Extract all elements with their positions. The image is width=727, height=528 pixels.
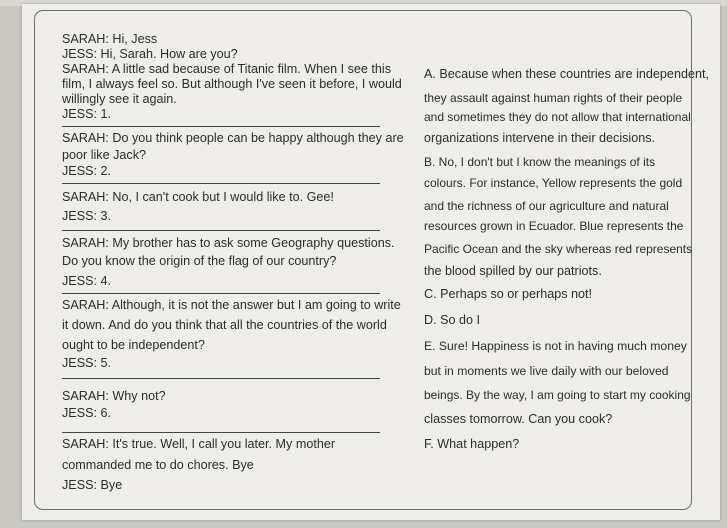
- answer-blank-1[interactable]: [62, 126, 380, 127]
- option-b-line: and the richness of our agriculture and natural: [424, 199, 669, 213]
- option-a-line: A. Because when these countries are independent,: [424, 67, 709, 81]
- option-a-line: they assault against human rights of their people: [424, 91, 683, 105]
- dialogue-line: JESS: 2.: [62, 164, 111, 178]
- dialogue-line: JESS: Bye: [62, 478, 123, 492]
- option-b-line: resources grown in Ecuador. Blue represents the: [424, 219, 684, 233]
- dialogue-line: SARAH: My brother has to ask some Geography questions.: [62, 236, 395, 250]
- dialogue-line: poor like Jack?: [62, 148, 146, 162]
- option-f-line: F. What happen?: [424, 437, 520, 451]
- option-e-line: beings. By the way, I am going to start my cooking: [424, 388, 691, 402]
- option-b-line: colours. For instance, Yellow represents the gold: [424, 176, 683, 190]
- dialogue-line: SARAH: Hi, Jess: [62, 32, 158, 46]
- dialogue-line: SARAH: Why not?: [62, 389, 166, 403]
- dialogue-line: JESS: 6.: [62, 406, 111, 420]
- option-e-line: but in moments we live daily with our beloved: [424, 364, 669, 378]
- option-d-line: D. So do I: [424, 313, 481, 327]
- dialogue-line: SARAH: A little sad because of Titanic film. When I see this: [62, 62, 391, 76]
- dialogue-line: commanded me to do chores. Bye: [62, 458, 254, 472]
- dialogue-line: Do you know the origin of the flag of our country?: [62, 254, 337, 268]
- option-e-line: E. Sure! Happiness is not in having much money: [424, 339, 687, 353]
- dialogue-line: JESS: 1.: [62, 107, 111, 121]
- option-b-line: B. No, I don't but I know the meanings of its: [424, 155, 656, 169]
- dialogue-line: SARAH: No, I can't cook but I would like to. Gee!: [62, 190, 334, 204]
- answer-blank-2[interactable]: [62, 183, 380, 184]
- option-b-line: Pacific Ocean and the sky whereas red represents: [424, 242, 693, 256]
- dialogue-line: ought to be independent?: [62, 338, 205, 352]
- dialogue-line: it down. And do you think that all the countries of the world: [62, 318, 387, 332]
- dialogue-line: SARAH: Although, it is not the answer but I am going to write: [62, 298, 401, 312]
- option-a-line: and sometimes they do not allow that international: [424, 110, 691, 124]
- answer-blank-5[interactable]: [62, 378, 380, 379]
- option-a-line: organizations intervene in their decisions.: [424, 131, 656, 145]
- dialogue-line: JESS: 4.: [62, 274, 111, 288]
- answer-blank-6[interactable]: [62, 432, 380, 433]
- dialogue-line: JESS: Hi, Sarah. How are you?: [62, 47, 238, 61]
- answer-blank-4[interactable]: [62, 293, 380, 294]
- dialogue-line: JESS: 5.: [62, 356, 111, 370]
- option-c-line: C. Perhaps so or perhaps not!: [424, 287, 593, 301]
- option-b-line: the blood spilled by our patriots.: [424, 264, 602, 278]
- dialogue-line: film, I always feel so. But although I've seen it before, I would: [62, 77, 402, 91]
- answer-blank-3[interactable]: [62, 230, 380, 231]
- dialogue-line: JESS: 3.: [62, 209, 111, 223]
- dialogue-line: SARAH: It's true. Well, I call you later. My mother: [62, 437, 336, 451]
- option-e-line: classes tomorrow. Can you cook?: [424, 412, 613, 426]
- dialogue-line: SARAH: Do you think people can be happy although they are: [62, 131, 404, 145]
- dialogue-line: willingly see it again.: [62, 92, 177, 106]
